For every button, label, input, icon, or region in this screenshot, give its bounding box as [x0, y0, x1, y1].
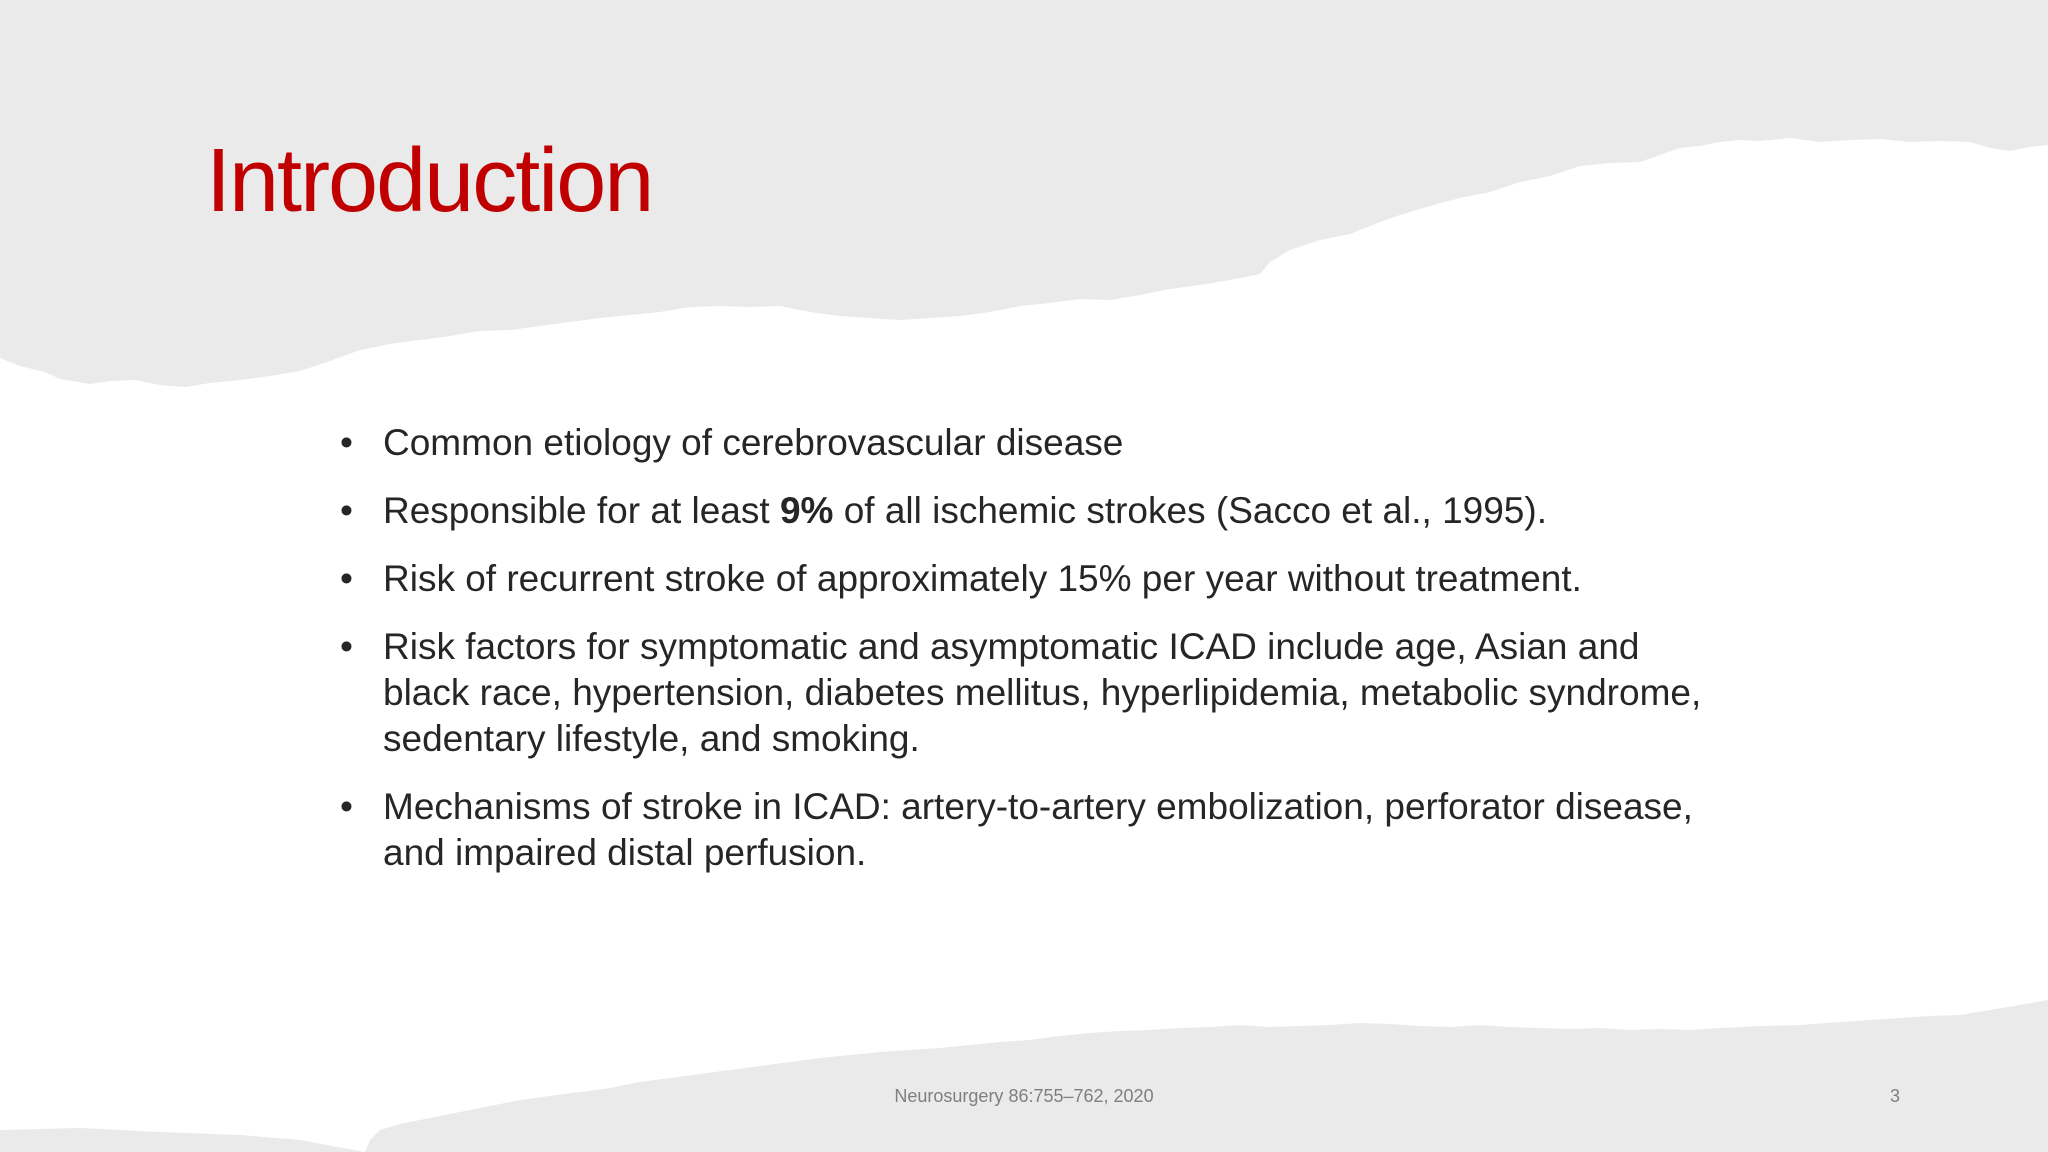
bullet-item	[340, 784, 1730, 876]
bullet-icon: •	[340, 626, 353, 667]
bullet-item	[340, 556, 1730, 602]
bullet-text: Risk factors for symptomatic and asymptomatic ICAD include age, Asian and black race, hypertension, diabetes mellitus, hyperlipidemia, metabolic syndrome, sedentary lifestyle, and smoking.	[383, 626, 1702, 759]
bullet-text-emphasis: 9%	[779, 490, 834, 531]
bullet-icon: •	[340, 422, 353, 463]
bullet-text: Common etiology of cerebrovascular disease	[383, 422, 1124, 463]
bullet-text-lead: Responsible for at least	[383, 490, 780, 531]
bullet-item	[340, 488, 1730, 534]
slide-page-number: 3	[1889, 1086, 1900, 1106]
bullet-text-tail: of all ischemic strokes (Sacco et al., 1995).	[833, 490, 1547, 531]
bullet-item	[340, 420, 1730, 466]
slide-footer-citation: Neurosurgery 86:755–762, 2020	[894, 1086, 1154, 1106]
bullet-icon: •	[340, 490, 353, 531]
slide-title: Introduction	[206, 131, 653, 231]
bullet-icon: •	[340, 786, 353, 827]
bullet-icon: •	[340, 558, 353, 599]
bullet-list	[340, 420, 1730, 898]
bullet-text: Mechanisms of stroke in ICAD: artery-to-artery embolization, perforator disease, and impaired distal perfusion.	[383, 786, 1693, 873]
bullet-item	[340, 624, 1730, 762]
bullet-text: Risk of recurrent stroke of approximately 15% per year without treatment.	[383, 558, 1582, 599]
